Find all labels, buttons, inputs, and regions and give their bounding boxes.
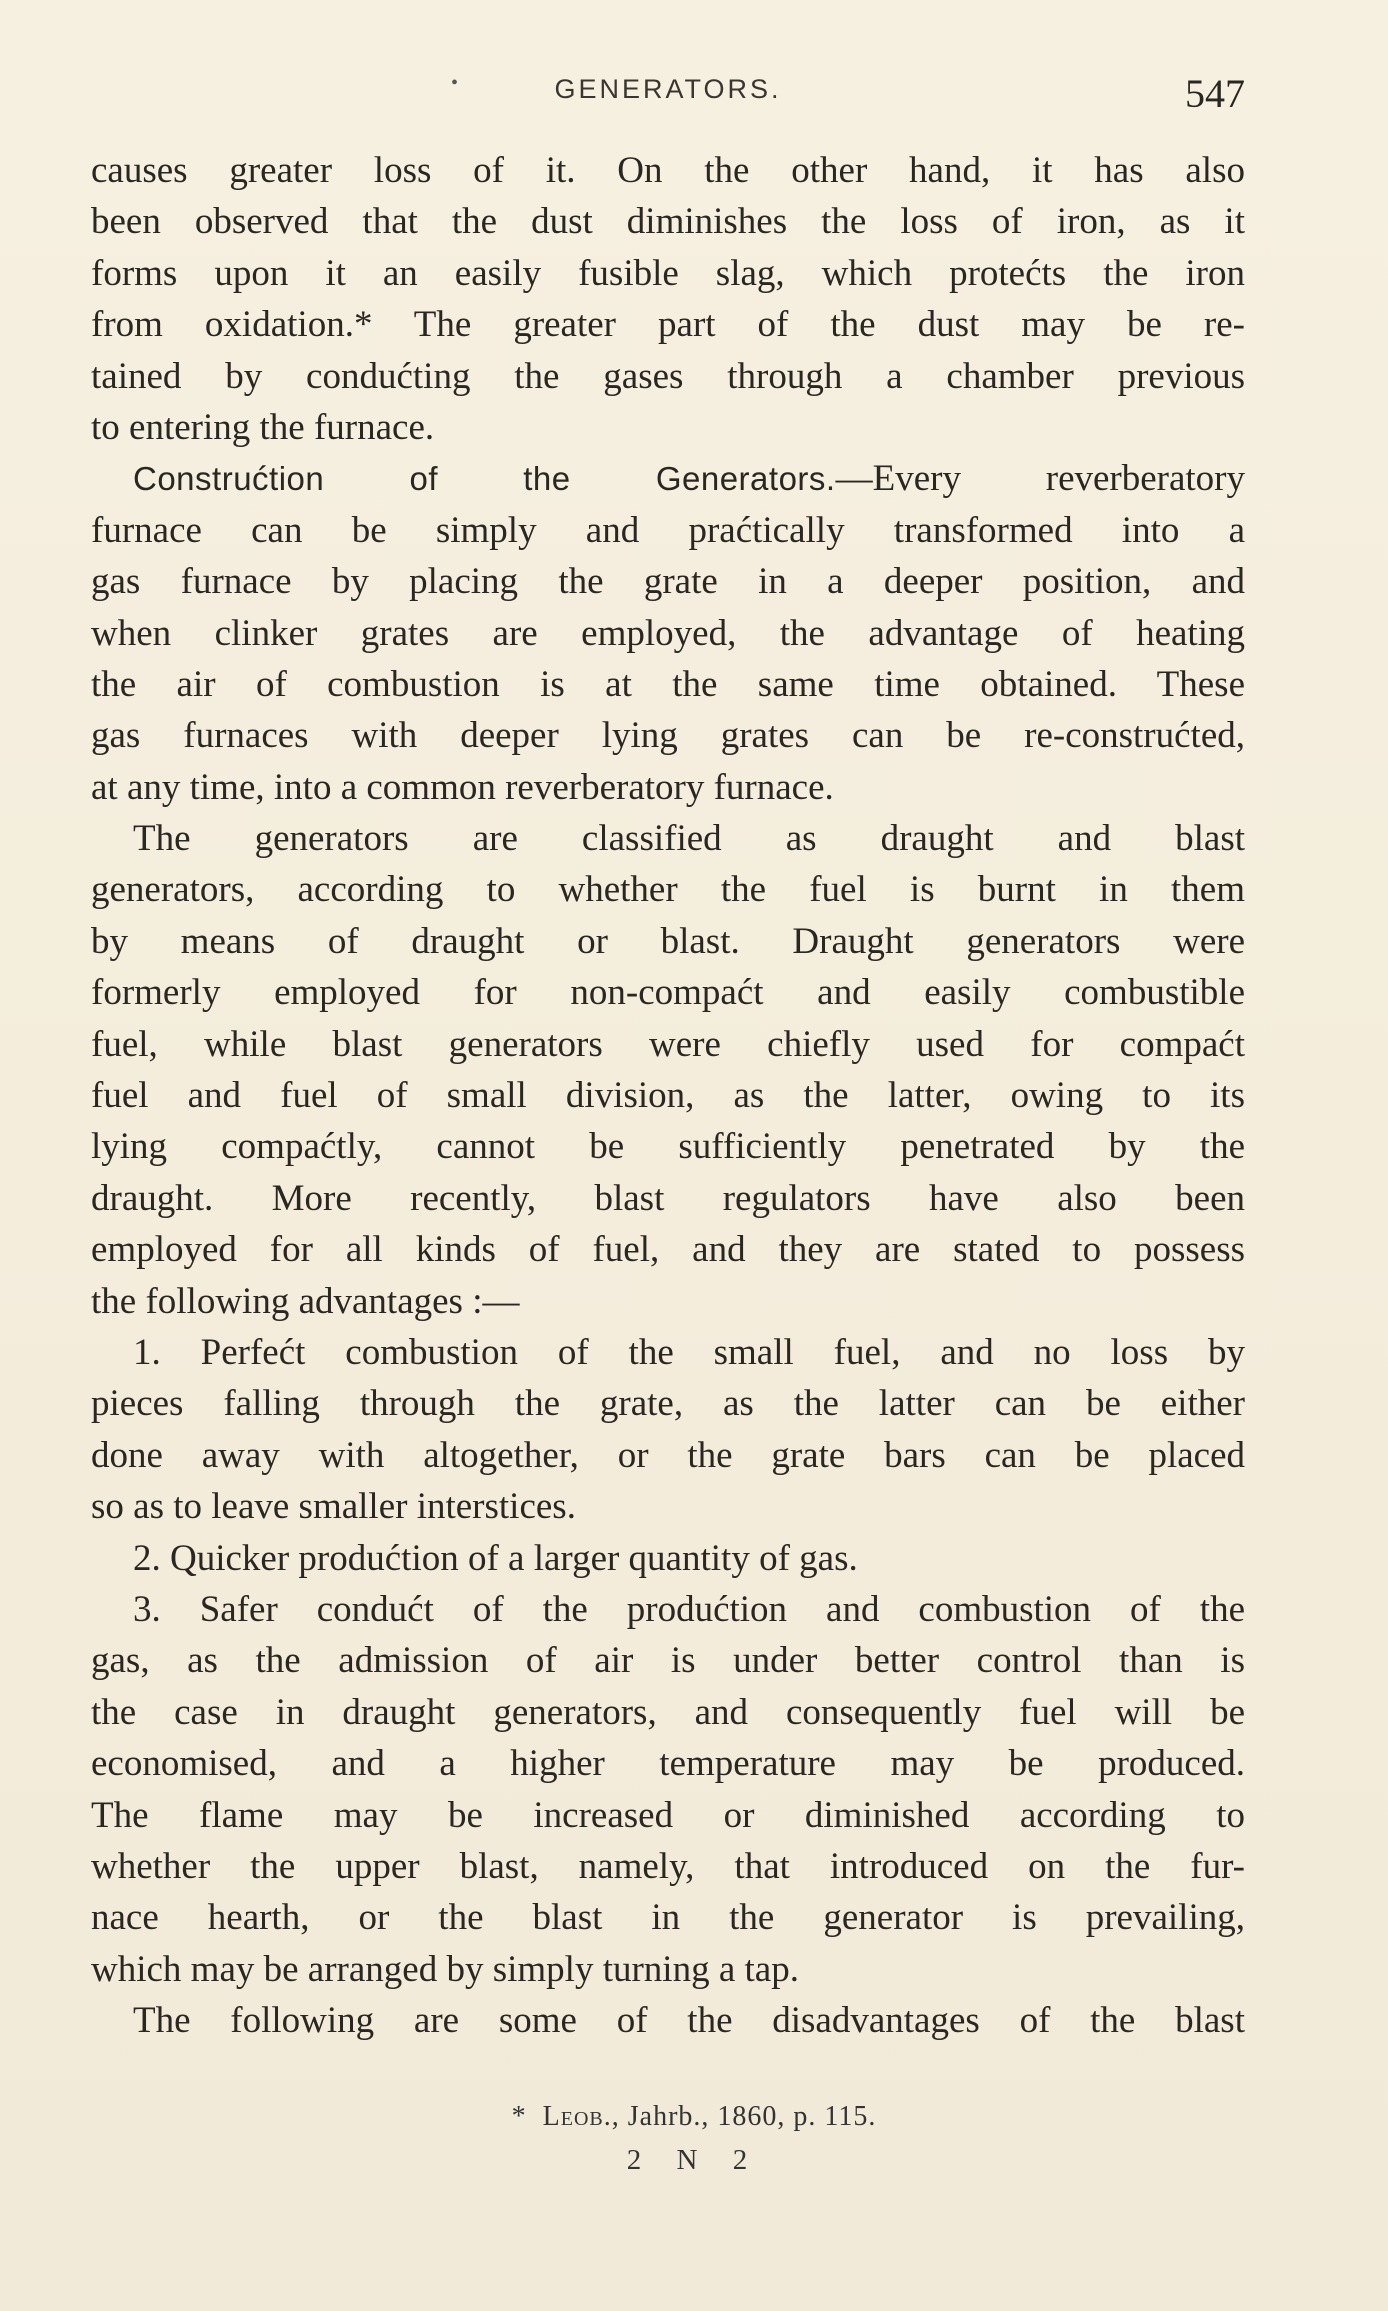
section-heading-continuation: —Every reverberatory <box>835 458 1245 500</box>
text-line: the following advantages :— <box>91 1280 520 1322</box>
text-line: gas furnaces with deeper lying grates can be re-construćted, <box>91 715 1245 757</box>
section-heading-line <box>91 453 1245 504</box>
text-line: been observed that the dust diminishes the loss of iron, as it <box>91 201 1245 243</box>
text-line: fuel and fuel of small division, as the latter, owing to its <box>91 1075 1245 1117</box>
text-line: by means of draught or blast. Draught generators were <box>91 920 1245 962</box>
text-line: nace hearth, or the blast in the generator is prevailing, <box>91 1897 1245 1939</box>
text-line: the case in draught generators, and consequently fuel will be <box>91 1691 1245 1733</box>
text-line: gas, as the admission of air is under better control than is <box>91 1640 1245 1682</box>
text-line: so as to leave smaller interstices. <box>91 1486 576 1528</box>
text-line: The generators are classified as draught and blast <box>133 818 1245 860</box>
text-line: from oxidation.* The greater part of the dust may be re- <box>91 304 1245 346</box>
text-line: The flame may be increased or diminished according to <box>91 1794 1245 1836</box>
text-line: when clinker grates are employed, the advantage of heating <box>91 612 1245 654</box>
text-line: The following are some of the disadvantages of the blast <box>133 2000 1245 2042</box>
text-line: to entering the furnace. <box>91 406 435 448</box>
text-line: furnace can be simply and praćtically transformed into a <box>91 509 1245 551</box>
text-line: which may be arranged by simply turning a tap. <box>91 1948 799 1990</box>
text-line: draught. More recently, blast regulators have also been <box>91 1177 1245 1219</box>
section-heading: Construćtion of the Generators. <box>133 460 836 498</box>
page-header <box>91 70 1245 122</box>
header-mark: • <box>451 72 459 94</box>
footnote-author: Leob., <box>542 2101 620 2132</box>
signature-mark: 2 N 2 <box>626 2144 762 2176</box>
text-line: fuel, while blast generators were chiefly used for compaćt <box>91 1023 1245 1065</box>
list-item-1: 1. Perfećt combustion of the small fuel, and no loss by <box>133 1331 1245 1373</box>
text-line: at any time, into a common reverberatory furnace. <box>91 766 834 808</box>
footnote-reference: Jahrb., 1860, p. 115. <box>619 2101 877 2132</box>
text-line: economised, and a higher temperature may be produced. <box>91 1743 1245 1785</box>
running-head: GENERATORS. <box>554 74 782 104</box>
text-line: gas furnace by placing the grate in a deeper position, and <box>91 561 1245 603</box>
text-line: forms upon it an easily fusible slag, which protećts the iron <box>91 252 1245 294</box>
list-item-2: 2. Quicker produćtion of a larger quantity of gas. <box>133 1537 858 1579</box>
text-line: causes greater loss of it. On the other hand, it has also <box>91 150 1245 191</box>
text-line: done away with altogether, or the grate bars can be placed <box>91 1434 1245 1476</box>
footnote <box>0 2101 1388 2133</box>
text-line: pieces falling through the grate, as the latter can be either <box>91 1383 1245 1425</box>
text-line: tained by condućting the gases through a chamber previous <box>91 355 1245 397</box>
text-line: lying compaćtly, cannot be sufficiently penetrated by the <box>91 1126 1245 1168</box>
list-item-3: 3. Safer condućt of the produćtion and combustion of the <box>133 1588 1245 1630</box>
text-line: formerly employed for non-compaćt and easily combustible <box>91 972 1245 1014</box>
text-line: employed for all kinds of fuel, and they are stated to possess <box>91 1229 1245 1271</box>
footnote-marker: * <box>511 2101 527 2132</box>
text-line: the air of combustion is at the same time obtained. These <box>91 663 1245 705</box>
page-number: 547 <box>1185 71 1245 116</box>
body-text <box>91 145 1245 2046</box>
text-line: generators, according to whether the fuel is burnt in them <box>91 869 1245 911</box>
text-line: whether the upper blast, namely, that introduced on the fur- <box>91 1845 1245 1887</box>
